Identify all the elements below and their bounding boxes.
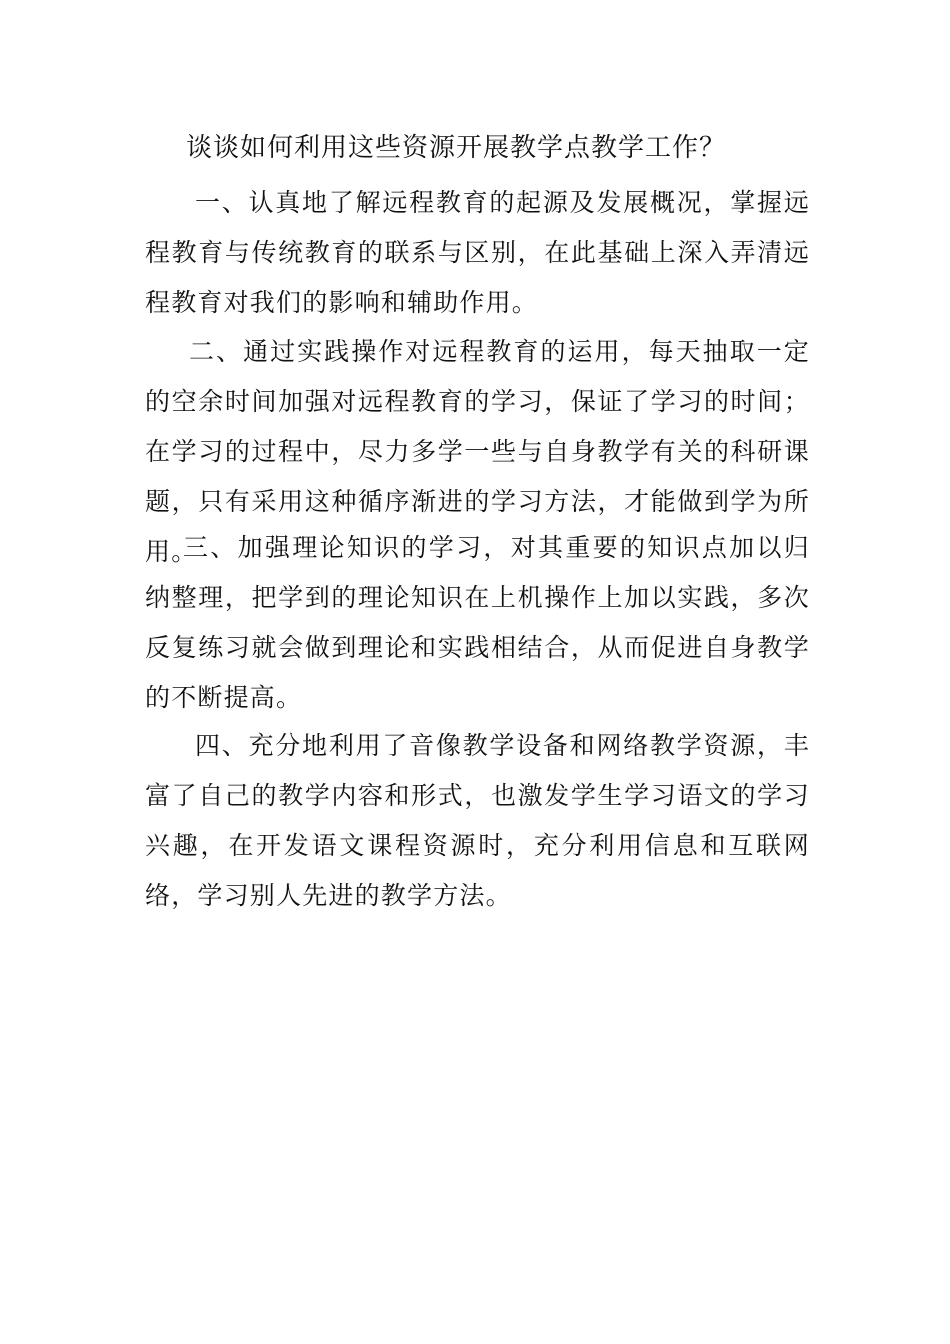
paragraph-3: 三、加强理论知识的学习，对其重要的知识点加以归纳整理，把学到的理论知识在上机操作上加以实践，多次反复练习就会做到理论和实践相结合，从而促进自身教学的不断提高。 (145, 533, 810, 712)
paragraph-4: 四、充分地利用了音像教学设备和网络教学资源，丰富了自己的教学内容和形式，也激发学生学习语文的学习兴趣，在开发语文课程资源时，充分利用信息和互联网络，学习别人先进的教学方法。 (145, 731, 810, 910)
paragraph-1: 一、认真地了解远程教育的起源及发展概况，掌握远程教育与传统教育的联系与区别，在此基础上深入弄清远程教育对我们的影响和辅助作用。 (145, 188, 810, 317)
paragraph-2: 二、通过实践操作对远程教育的运用，每天抽取一定的空余时间加强对远程教育的学习，保证了学习的时间；在学习的过程中，尽力多学一些与自身教学有关的科研课题，只有采用这种循序渐进的学习方法，才能做到学为所用。 (145, 337, 810, 566)
document-title: 谈谈如何利用这些资源开展教学点教学工作？ (186, 133, 727, 163)
